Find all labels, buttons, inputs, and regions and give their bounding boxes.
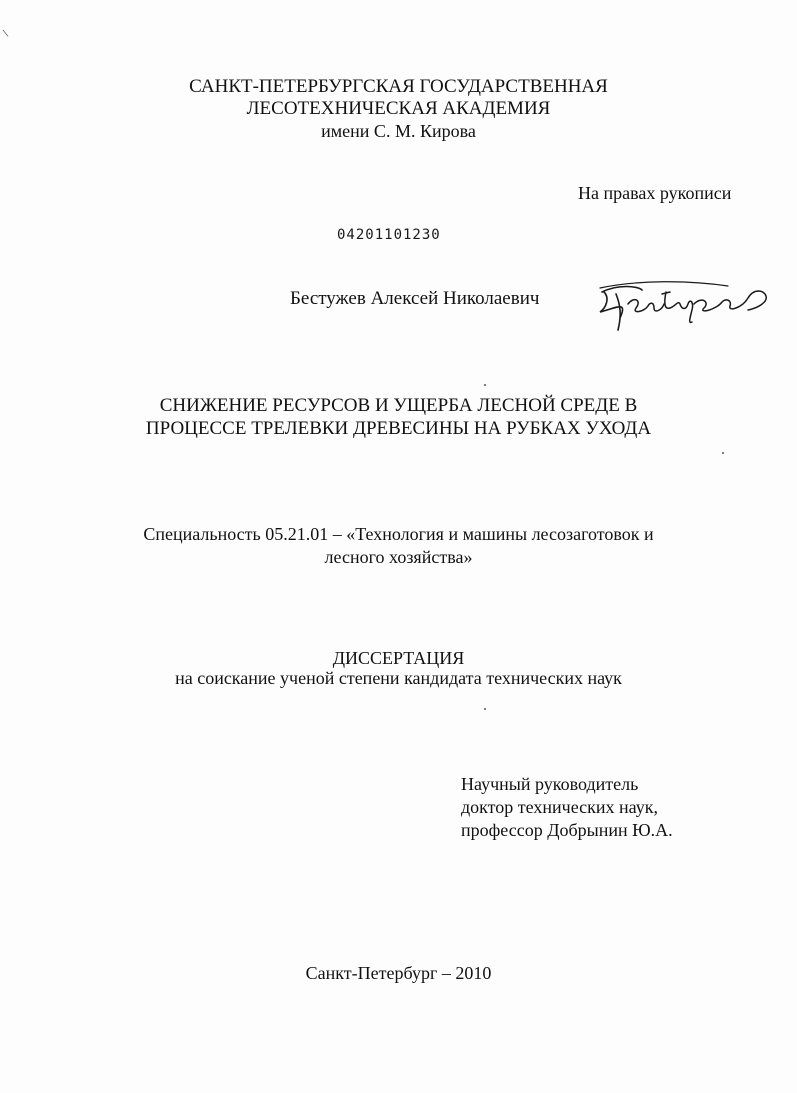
institution-line-2: ЛЕСОТЕХНИЧЕСКАЯ АКАДЕМИЯ bbox=[246, 98, 551, 119]
title-line-2: ПРОЦЕССЕ ТРЕЛЕВКИ ДРЕВЕСИНЫ НА РУБКАХ УХОДА bbox=[145, 418, 652, 439]
supervisor-line-2: доктор технических наук, bbox=[461, 797, 658, 817]
scan-speck bbox=[722, 452, 724, 454]
work-type-line-2: на соискание ученой степени кандидата технических наук bbox=[175, 668, 622, 688]
specialty-line-1: Специальность 05.21.01 – «Технология и машины лесозаготовок и bbox=[143, 524, 654, 544]
scan-mark: \ bbox=[1, 25, 10, 41]
place-year: Санкт-Петербург – 2010 bbox=[305, 963, 492, 983]
signature-icon bbox=[598, 278, 773, 336]
supervisor-line-3: профессор Добрынин Ю.А. bbox=[461, 820, 673, 840]
registration-code: 04201101230 bbox=[337, 227, 441, 243]
work-type-line-1: ДИССЕРТАЦИЯ bbox=[332, 648, 465, 668]
title-line-1: СНИЖЕНИЕ РЕСУРСОВ И УЩЕРБА ЛЕСНОЙ СРЕДЕ В bbox=[159, 395, 638, 416]
rights-note: На правах рукописи bbox=[578, 183, 732, 203]
scan-speck bbox=[484, 708, 486, 710]
supervisor-line-1: Научный руководитель bbox=[461, 774, 639, 794]
author-name: Бестужев Алексей Николаевич bbox=[290, 288, 540, 309]
specialty-line-2: лесного хозяйства» bbox=[324, 547, 473, 567]
institution-line-3: имени С. М. Кирова bbox=[321, 121, 476, 141]
institution-line-1: САНКТ-ПЕТЕРБУРГСКАЯ ГОСУДАРСТВЕННАЯ bbox=[189, 76, 608, 97]
scan-speck bbox=[484, 384, 486, 386]
